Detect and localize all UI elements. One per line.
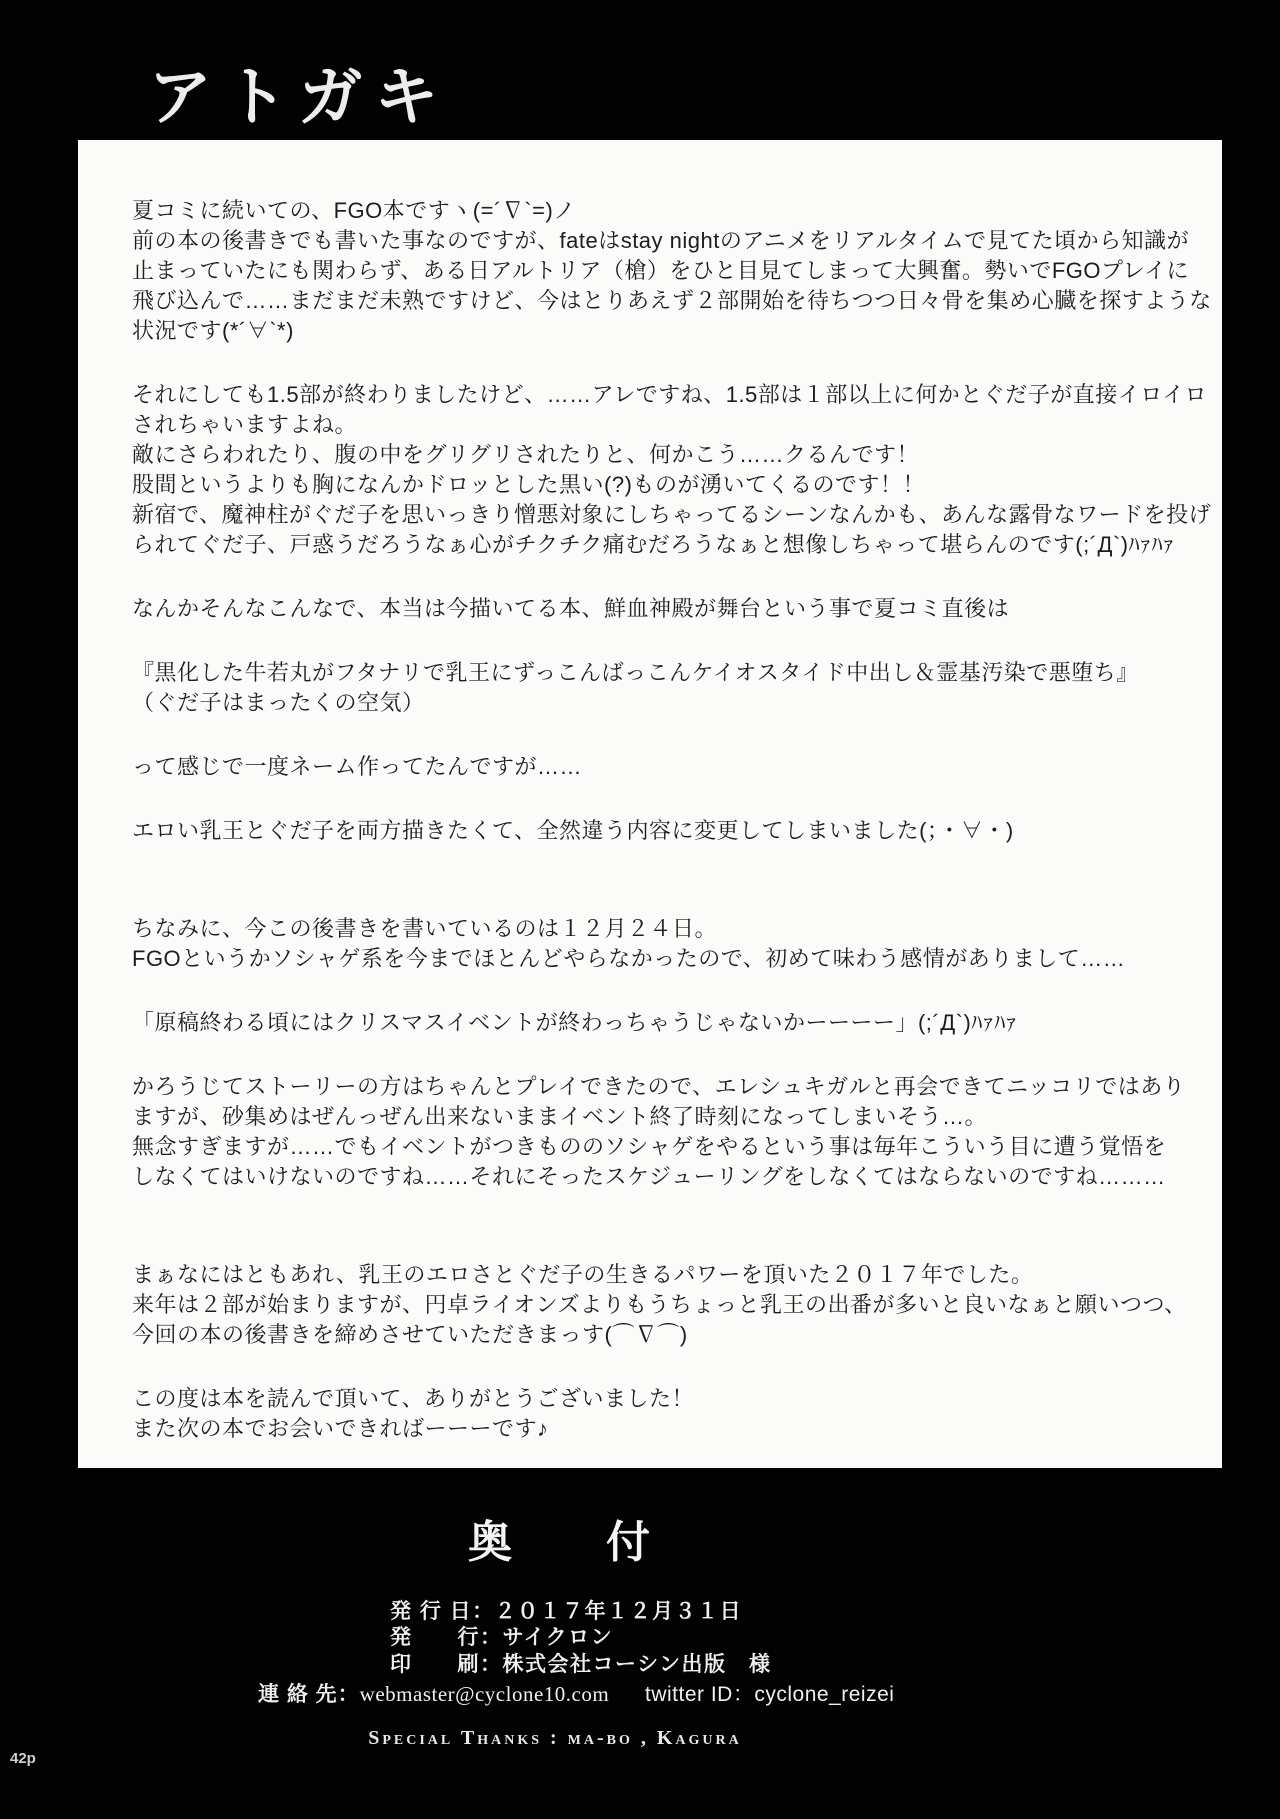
afterword-text-line: 無念すぎますが……でもイベントがつきもののソシャゲをやるという事は毎年こういう目に遭う覚悟を	[132, 1134, 1167, 1159]
afterword-text-line: 「原稿終わる頃にはクリスマスイベントが終わっちゃうじゃないかーーーー」(;´Д`)ﾊｧﾊｧ	[132, 1010, 1018, 1035]
afterword-text-line: まぁなにはともあれ、乳王のエロさとぐだ子の生きるパワーを頂いた２０１７年でした。	[132, 1262, 1034, 1287]
colophon-row-printer	[390, 1648, 772, 1678]
colophon-title: 奥 付	[468, 1518, 652, 1567]
special-thanks: Special Thanks : ma-bo , Kagura	[368, 1727, 742, 1749]
afterword-text-line	[132, 974, 1186, 1008]
afterword-text-line: られてぐだ子、戸惑うだろうなぁ心がチクチク痛むだろうなぁと想像しちゃって堪らんのです(;´Д`)ﾊｧﾊｧ	[132, 532, 1175, 557]
afterword-text-line: しなくてはいけないのですね……それにそったスケジューリングをしなくてはならないのですね………	[132, 1164, 1166, 1189]
afterword-text-line: 股間というよりも胸になんかドロッとした黒い(?)ものが湧いてくるのです！！	[132, 472, 925, 497]
afterword-text-line: 『黒化した牛若丸がフタナリで乳王にずっこんばっこんケイオスタイド中出し＆霊基汚染で悪堕ち』	[132, 660, 1139, 685]
afterword-paper	[78, 140, 1222, 1468]
afterword-text-line	[132, 624, 1186, 658]
afterword-text-line: されちゃいますよね。	[132, 412, 358, 437]
twitter-id: cyclone_reizei	[754, 1683, 895, 1706]
afterword-text-line	[132, 1192, 1186, 1226]
afterword-text-line: 今回の本の後書きを締めさせていただきまっす(⌒∇⌒)	[132, 1322, 688, 1347]
publish-date-value: ２０１７年１２月３１日	[494, 1600, 743, 1623]
afterword-text-line	[132, 718, 1186, 752]
afterword-text-line: また次の本でお会いできればーーーです♪	[132, 1416, 549, 1441]
colophon-row-twitter	[645, 1678, 894, 1708]
afterword-text-line: 来年は２部が始まりますが、円卓ライオンズよりもうちょっと乳王の出番が多いと良いなぁと願いつつ、	[132, 1292, 1187, 1317]
afterword-text-line	[132, 782, 1186, 816]
afterword-text-line: 夏コミに続いての、FGO本ですヽ(=´∇`=)ノ	[132, 198, 576, 223]
printer-label: 印 刷：	[390, 1653, 503, 1676]
afterword-text-line: エロい乳王とぐだ子を両方描きたくて、全然違う内容に変更してしまいました(；・∀・)	[132, 818, 1014, 843]
afterword-text-line	[132, 846, 1186, 880]
publish-date-label: 発 行 日：	[390, 1600, 495, 1623]
printer-value: 株式会社コーシン出版 様	[502, 1653, 772, 1676]
afterword-text-line: 飛び込んで……まだまだ未熟ですけど、今はとりあえず２部開始を待ちつつ日々骨を集め心臓を探すような	[132, 288, 1212, 313]
colophon-row-publisher	[390, 1621, 613, 1651]
page-title: アトガキ	[148, 61, 451, 133]
afterword-text-line	[132, 880, 1186, 914]
afterword-text-line: なんかそんなこんなで、本当は今描いてる本、鮮血神殿が舞台という事で夏コミ直後は	[132, 596, 1010, 621]
afterword-text-line: 新宿で、魔神柱がぐだ子を思いっきり憎悪対象にしちゃってるシーンなんかも、あんな露骨なワードを投げ	[132, 502, 1212, 527]
afterword-text-line: ちなみに、今この後書きを書いているのは１２月２４日。	[132, 916, 718, 941]
contact-label: 連 絡 先：	[258, 1683, 360, 1706]
afterword-text-line: FGOというかソシャゲ系を今までほとんどやらなかったので、初めて味わう感情がありまして……	[132, 946, 1126, 971]
afterword-text-line: この度は本を読んで頂いて、ありがとうございました！	[132, 1386, 695, 1411]
afterword-text-line: 止まっていたにも関わらず、ある日アルトリア（槍）をひと目見てしまって大興奮。勢いでFGOプレイに	[132, 258, 1190, 283]
afterword-text-line	[132, 1226, 1186, 1260]
afterword-body-text	[78, 140, 1222, 1444]
afterword-text-line: かろうじてストーリーの方はちゃんとプレイできたので、エレシュキガルと再会できてニッコリではあり	[132, 1074, 1186, 1099]
afterword-text-line: 敵にさらわれたり、腹の中をグリグリされたりと、何かこう……クるんです！	[132, 442, 920, 467]
publisher-label: 発 行：	[390, 1626, 503, 1649]
contact-email: webmaster@cyclone10.com	[359, 1682, 610, 1706]
afterword-text-line: 前の本の後書きでも書いた事なのですが、fateはstay nightのアニメをリアルタイムで見てた頃から知識が	[132, 228, 1190, 253]
afterword-text-line: ますが、砂集めはぜんっぜん出来ないままイベント終了時刻になってしまいそう…。	[132, 1104, 988, 1129]
afterword-text-line	[132, 346, 1186, 380]
afterword-text-line: 状況です(*´∀`*)	[132, 318, 294, 343]
publisher-value: サイクロン	[502, 1626, 614, 1649]
afterword-text-line	[132, 1350, 1186, 1384]
afterword-text-line: （ぐだ子はまったくの空気）	[132, 690, 425, 715]
page-number: 42p	[10, 1750, 36, 1767]
twitter-label: twitter ID：	[645, 1683, 755, 1706]
afterword-text-line: それにしても1.5部が終わりましたけど、……アレですね、1.5部は１部以上に何かとぐだ子が直接イロイロ	[132, 382, 1208, 407]
afterword-text-line	[132, 560, 1186, 594]
afterword-text-line: って感じで一度ネーム作ってたんですが……	[132, 754, 583, 779]
afterword-text-line	[132, 1038, 1186, 1072]
colophon-row-contact	[258, 1678, 609, 1708]
